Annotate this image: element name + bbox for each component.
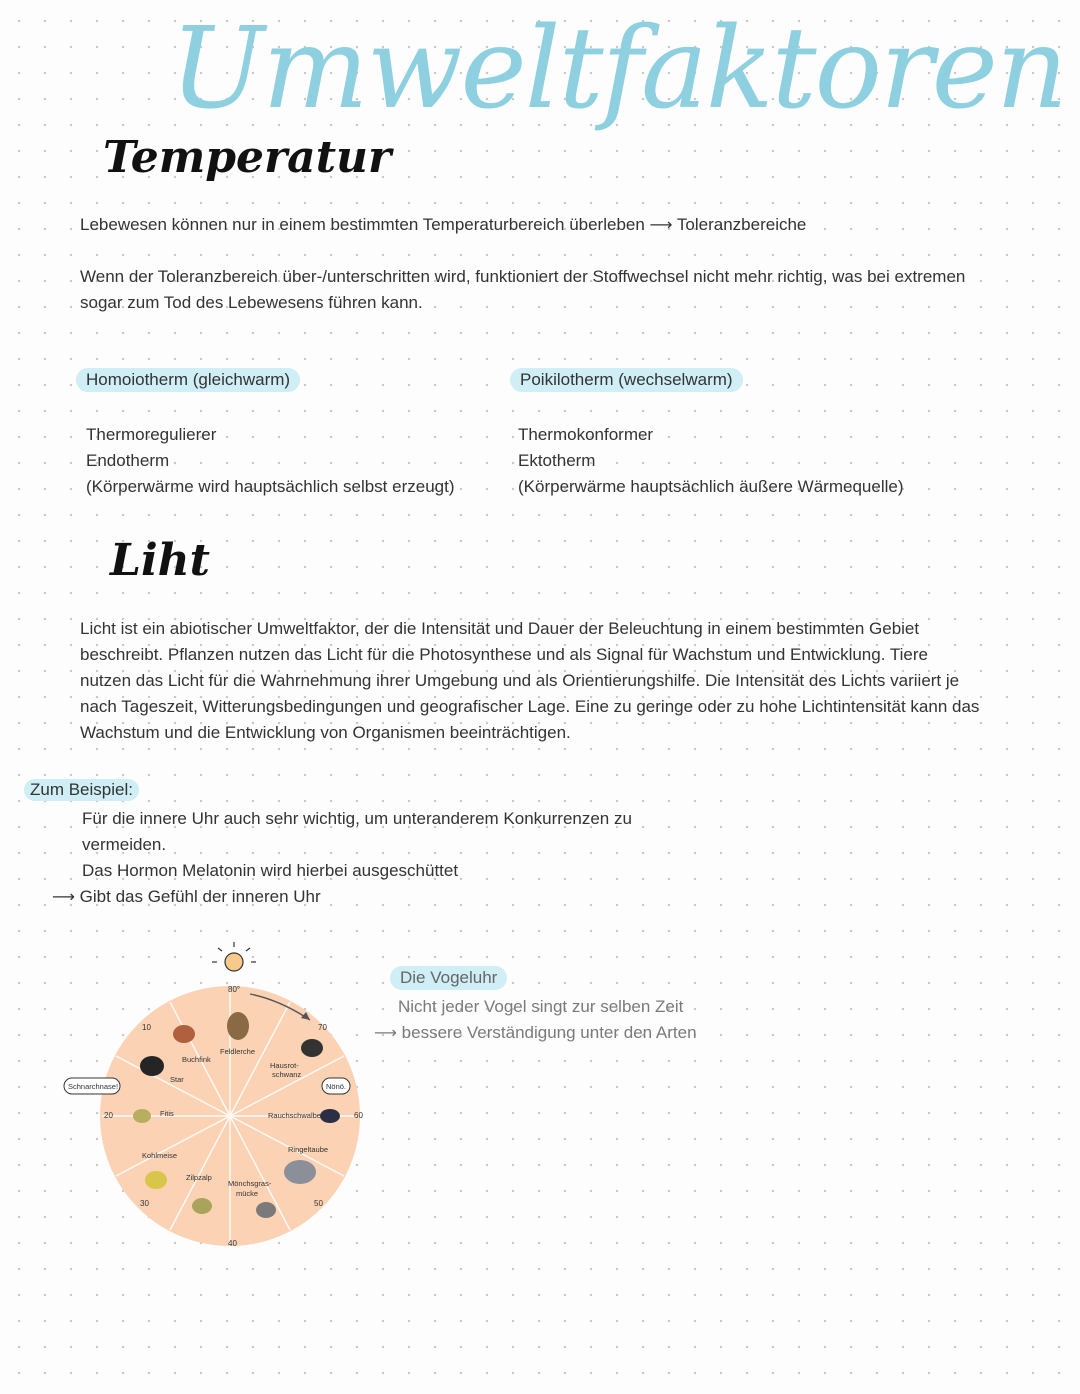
bird-icon-hausrotschwanz <box>301 1039 323 1057</box>
example-line-1: Für die innere Uhr auch sehr wichtig, um unteranderem Konkurrenzen zu <box>82 809 632 828</box>
page-title: Umweltfaktoren <box>170 4 1067 134</box>
bird-label-kohlmeise: Kohlmeise <box>142 1151 178 1160</box>
bird-icon-zilpzalp <box>192 1198 212 1214</box>
poikilotherm-item-1: Thermokonformer <box>518 425 654 444</box>
bird-label-moenchsgrasmuecke-2: mücke <box>236 1189 259 1198</box>
bird-label-rauchschwalbe: Rauchschwalbe <box>268 1111 321 1120</box>
bird-clock-illustration <box>60 936 380 1256</box>
temperatur-line-1-text: Lebewesen können nur in einem bestimmten Temperaturbereich überleben <box>80 215 645 234</box>
poikilotherm-label: Poikilotherm (wechselwarm) <box>510 368 743 392</box>
clock-number-70: 70 <box>318 1023 327 1032</box>
bird-icon-buchfink <box>173 1025 195 1043</box>
temperatur-line-2: Wenn der Toleranzbereich über-/unterschritten wird, funktioniert der Stoffwechsel nicht mehr richtig, was bei extremen <box>80 267 966 286</box>
arrow-icon: ⟶ <box>52 887 75 906</box>
bird-icon-ringeltaube <box>284 1160 316 1184</box>
bird-label-hausrotschwanz-2: schwanz <box>272 1070 302 1079</box>
temperatur-line-1 <box>80 212 806 238</box>
bird-icon-star <box>140 1056 164 1076</box>
speech-bubble-right-text: Nönö. <box>326 1082 347 1091</box>
licht-paragraph-line-3: nutzen das Licht für die Wahrnehmung ihrer Umgebung und als Orientierungshilfe. Die Intensität des Lichts variiert je <box>80 671 960 690</box>
speech-bubble-left <box>64 1078 120 1094</box>
bird-label-feldlerche: Feldlerche <box>220 1047 256 1056</box>
bird-icon-kohlmeise <box>145 1171 167 1189</box>
arrow-icon: ⟶ <box>374 1023 397 1042</box>
bird-icon-feldlerche <box>227 1012 249 1040</box>
vogeluhr-line-2-text: bessere Verständigung unter den Arten <box>401 1023 697 1042</box>
licht-paragraph-line-5: Wachstum und die Entwicklung von Organismen beeinträchtigen. <box>80 723 571 742</box>
section-heading-temperatur: Temperatur <box>103 132 392 183</box>
temperatur-line-3: sogar zum Tod des Lebewesens führen kann. <box>80 293 423 312</box>
poikilotherm-item-2: Ektotherm <box>518 451 596 470</box>
bird-icon-rauchschwalbe <box>320 1109 340 1123</box>
poikilotherm-item-3: (Körperwärme hauptsächlich äußere Wärmequelle) <box>518 477 904 496</box>
licht-paragraph-line-1: Licht ist ein abiotischer Umweltfaktor, der die Intensität und Dauer der Beleuchtung in einem bestimmten Gebiet <box>80 619 920 638</box>
arrow-icon: ⟶ <box>649 215 673 234</box>
clock-number-20: 20 <box>104 1111 113 1120</box>
bird-label-hausrotschwanz-1: Hausrot- <box>270 1061 299 1070</box>
speech-bubble-right <box>322 1078 350 1094</box>
bird-label-fitis: Fitis <box>160 1109 174 1118</box>
bird-label-zilpzalp: Zilpzalp <box>186 1173 212 1182</box>
vogeluhr-label: Die Vogeluhr <box>390 966 507 990</box>
clock-number-80: 80° <box>228 985 241 994</box>
bird-label-moenchsgrasmuecke-1: Mönchsgras- <box>228 1179 272 1188</box>
example-line-3: Das Hormon Melatonin wird hierbei ausgeschüttet <box>82 861 459 880</box>
licht-paragraph-line-4: nach Tageszeit, Witterungsbedingungen und geografischer Lage. Eine zu geringe oder zu hohe Lichtintensität kann das <box>80 697 980 716</box>
clock-number-40: 40 <box>228 1239 237 1248</box>
sun-icon <box>212 942 256 971</box>
example-result <box>52 884 321 910</box>
homoiotherm-item-2: Endotherm <box>86 451 170 470</box>
bird-label-star: Star <box>170 1075 184 1084</box>
bird-label-ringeltaube: Ringeltaube <box>288 1145 329 1154</box>
example-line-2: vermeiden. <box>82 835 167 854</box>
section-heading-licht: Liht <box>110 535 210 586</box>
clock-number-10: 10 <box>142 1023 151 1032</box>
bird-label-buchfink: Buchfink <box>182 1055 211 1064</box>
example-result-text: Gibt das Gefühl der inneren Uhr <box>79 887 321 906</box>
bird-icon-fitis <box>133 1109 151 1123</box>
homoiotherm-label: Homoiotherm (gleichwarm) <box>76 368 300 392</box>
licht-paragraph-line-2: beschreibt. Pflanzen nutzen das Licht für die Photosynthese und als Signal für Wachstum und Entwicklung. Tiere <box>80 645 928 664</box>
clock-number-60: 60 <box>354 1111 363 1120</box>
homoiotherm-item-1: Thermoregulierer <box>86 425 217 444</box>
clock-number-50: 50 <box>314 1199 323 1208</box>
vogeluhr-line-2 <box>374 1020 697 1046</box>
temperatur-line-1-result: Toleranzbereiche <box>676 215 807 234</box>
bird-icon-moenchsgrasmuecke <box>256 1202 276 1218</box>
vogeluhr-line-1: Nicht jeder Vogel singt zur selben Zeit <box>398 997 684 1016</box>
clock-number-30: 30 <box>140 1199 149 1208</box>
example-label: Zum Beispiel: <box>24 779 139 801</box>
speech-bubble-left-text: Schnarchnase! <box>68 1082 119 1091</box>
homoiotherm-item-3: (Körperwärme wird hauptsächlich selbst erzeugt) <box>86 477 455 496</box>
